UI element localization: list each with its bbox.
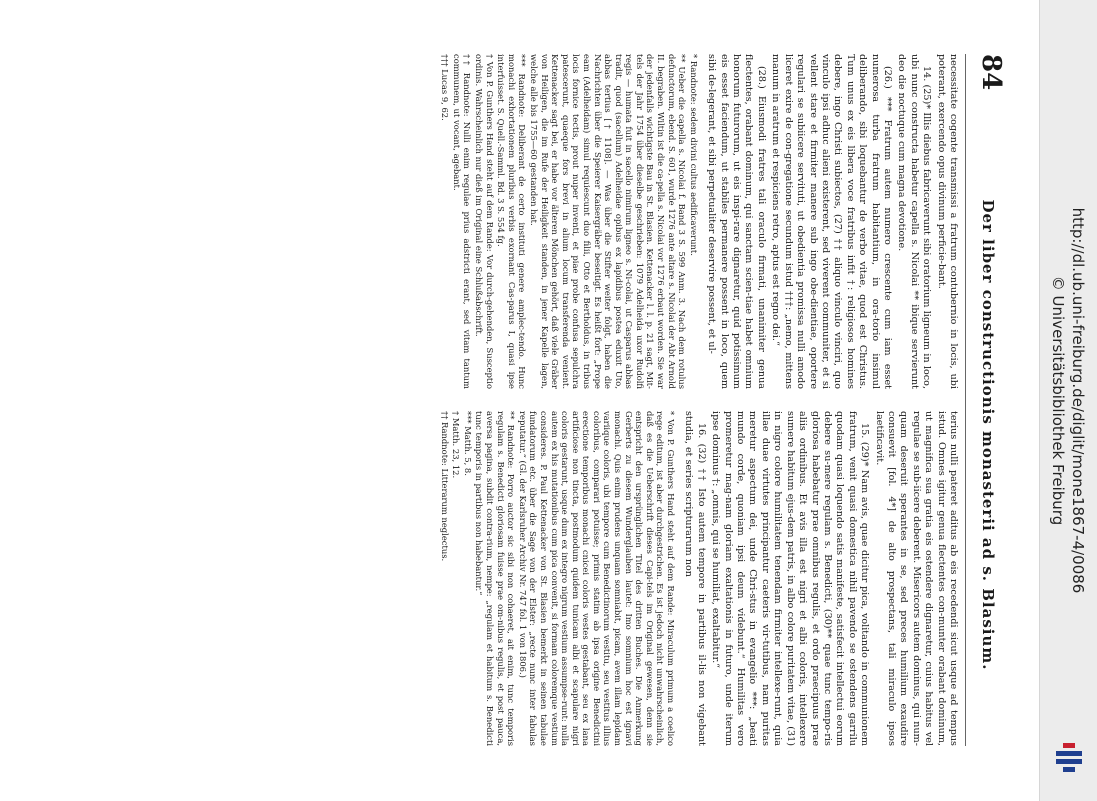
text-columns [438,54,959,746]
left-footnotes [440,54,699,389]
right-paragraph: terius nulli pateret aditus ab eis recedendi sicut usque ad tempus istud. Omnes igitur genua flectentes con-munter orabant dominum, ut magnifica sua gratia eis ostendere dignaretur, cuius habitus vel regulae se sub-iicere deberent. Misericors autem dominus, qui num-quam deseruit sperantes in se, sed preces humilium exaudire consuevit [fol. 4*] de alto prospectans, tali miraculo ipsos laetificavit. [873,411,959,746]
library-sidebar [1039,0,1097,801]
left-paragraph: (26.) *** Fratrum autem numero crescente cum iam esset numerosa turba fratrum habitantium, in ora-torio insimul deliberando, sibi loquebantur de verbo vitae, quod est Christus. Tum unus ex eis libera voce fratribus infit †: religiosos homines debere, ingo Christi subiectos, (27) †† aliquo vinculo vinciri, quo vinculo ipsi adhuc alieni existerent, sed viverent communiter, et si vellent stare et firmiter manere sub ingo obe-dientiae, oportere regulari se subiicere servituti, ut obedientia promissa nulli amodo liceret exire de con-gregatione secundum istud †††: „nemo, mittens manum in aratrum et respiciens retro, aptus est regno dei.“ [770,54,893,389]
footnote: † Matth. 23, 12. [451,411,462,479]
page-header [965,54,1006,746]
footnote: ††† Lucas 9, 62. [440,54,451,121]
footnote: *** Randnote: Deliberant de certo instituti genere amplec-tendo. Hunc monachi exhortationem pluribus verbis exornant Cas-parus I, quasi ipse interfuisset. S. Quell.-Samml. Bd. 3 S. 554 fg. [496,54,528,389]
left-paragraph: 14. (25)* Illis diebus fabricaverunt sibi oratorium ligneum in loco, ubi nunc constructa habetur capella s. Nicolai ** ibique servierunt deo die noctuque cum magna devotione. [896,54,933,389]
logo-blue-bar [1056,759,1082,764]
footnote: * Randnote: sedem divini cultus aedificaverunt. [688,54,699,256]
footnote: † Von P. Gunthers Hand steht auf dem Rande: Vor durch-gehenden, Susceptio ordinis. Wahrscheinlich nur dieß im Original eine Schlußabschrift. [474,54,495,389]
running-title: Der liber constructionis monasterii ad s. Blasium. [979,199,997,671]
right-footnotes [439,411,676,746]
left-column [438,54,959,389]
logo-blue-bar [1056,751,1082,756]
sidebar-text [1040,0,1097,801]
permalink-url[interactable]: http://dl.ub.uni-freiburg.de/diglit/mone1867-4/0086 [1069,207,1088,594]
page-number: 84 [976,54,1006,91]
right-paragraph: 15. (29)* Nam avis, quae dicitur pica, volitando in communionem fratrum, venit quasi domestica nihil pavendo se ostendens garrilu quodam quasi loquendo satis manifeste, satisfecit intellectui eorum debere su-mere regulam s. Benedicti, (30)** quae tunc tempo-ris gloriosa habebatur prae omnibus regulis, et ordo praecipuus prae aliis ordinibus. Et avis illa est nigri et albi coloris, intellexere sumere habitum ejus-dem patris, in albo colore puritatem vitae, (31) in nigro colore humilitatem tenendam firmiter intellexe-runt, quia illae duae virtutes principantur caeteris vir-tutibus, nam puritas meretur aspectum dei, unde Chri-stus in evangelio ***: „beati mundo corde, quoniam ipsi deum videbunt.“ Humilitas vero promeretur mag-nam gloriam exaltationis in futuro, unde iterum ipse dominus †: „omnis, qui se humiliat, exaltabitur.“ [710,411,871,746]
logo-blue-bar [1063,767,1075,772]
copyright-notice: © Universitätsbibliothek Freiburg [1049,275,1068,526]
logo-red-bar [1063,743,1075,748]
footnote: †† Randnote: Nulli enim regulae prius adstricti erant, sed vitam tantum communem, ut vocant, agebant. [451,54,473,389]
footnote: ** Ueber die capella s. Nicolai f. Band 3 S. 599 Anm. 3. Nach dem rotulus defunctorum, ebend. S. 601, wurde 1276 ante altare s. Nicolai der Abt Arnold II. begraben. Wiltin ist die ca-pella s. Nicolai vor 1276 erbaut worden. Sie war der jedenfalls wichtigste Bau in St. Blasien. Kettenacker l. l. p. 21 sagt, Mit-tels der Jahr 1754 über dieselbe geschrieben: 1079 Adelheida uxor Rudolfi regis — humata fuit in sacello nimirum ligneo s. Ni-colai, ut Casparus abbas tradit, quod (sacellum) Adelheidae opibus ex lapidibus postea eduxit Uto, abbas tertius [† 1108]. — Was über die Stifter weiter folgt, haben die Nachrichten über die Speierer Kaisergräber beseitigt. Es heißt fort: „Prope eam (Adelheidam) simul requiescunt duo filii, Otto et Bertholdus, in tribus locis fornice tectis, prout nuper inventi, et piae probe confusa sepulchra patescerunt, quaeque fors brevi in alium locum transferenda venient. Kettenacker sagt bei, er habe vor älteren Mönchen gehört, daß viele Gräber von Heiligen, die im Rufe der Heiligkeit standen, in jener Kapelle lagen, welche alle bis 1755—60 gestanden hat. [528,54,688,389]
right-column [438,411,959,746]
right-paragraph: 16. (32) †† Isto autem tempore in partibus il-lis non vigebant studia, et series scripturarum non [683,411,707,746]
footnote: * Von P. Gunthers Hand steht auf dem Rande: Miraculum primum a coelico rege editum, ist aber durchgestrichen. Es ist jedoch nicht unwahrscheinlich, daß es die Ueberschrift dieses Capi-tels im Original gewesen, denn sie entspricht den ursprünglichen Titel des dritten Buches. Die Anmerkung Gerberts zu diesem Wunderglauben lautet: Imo somnium hoc est ignavi monachi. Quis enim prudens unquam somniabit, picam, avem illam lepidam variique coloris, ubi tempore cum Benedictinorum vestitu, seu vestitus illius coloribus, comparari potuisse; primis statim ab ipsa origine Benedictini erectione temporibus monachi cnicei coloris vestes gestabant, seu ex lana artificiose non tincta, postmodum quidem tunicam albi et scapulare nigri coloris gestarunt, usque dum ex integro nigrum vestium assumpse-runt: nulla autem ex his mutationibus cum pica convenit, si formam coloremque vestium consideres. P. Paul Kettenacker von St. Blasien bemerkt in seinen tabulae fundatorum etc. über die Sage von der Elster: „recte nunc inter fabulas reputatur.“ (Gl. der Karlsruher Archiv Nr. 747 fol. 1 von 1806.) [517,411,677,746]
left-paragraph: necessitate cogente transmissi a fratrum contubernio in locis, ubi poterant, exercendo opus divinum perficie-bant. [935,54,959,389]
footnote: ** Randnote: Porro auctor sic sibi non cohaeret, ait enim, tunc temporis regulam s. Benedicti gloriosam fuisse prae om-nibus regulis, et post pauca, aversa pagina, subdit contra-rium, nempe: „regulam et habitum s. Benedicti tunc temporis in partibus non habebantur.“ [474,411,517,746]
page-content-rotated [20,20,1020,780]
ub-freiburg-logo-icon [1054,741,1084,775]
footnote: *** Matth. 5, 8. [462,411,473,476]
footnote: †† Randnote: Litterarum neglectus. [439,411,450,562]
left-paragraph: (28.) Eiusmodi fratres tali oraculo firmati, unanimiter genua flectentes, orabant dominum, qui sanctam scien-tiae habet omnium honorum futurorum, ut eis inspi-rare dignaretur, quid potissimum eis esset faciendum, ut stabiles permanere possent in loco, quem sibi de-legerant, et sibi perpetualiter deservire possent, et ul- [706,54,767,389]
